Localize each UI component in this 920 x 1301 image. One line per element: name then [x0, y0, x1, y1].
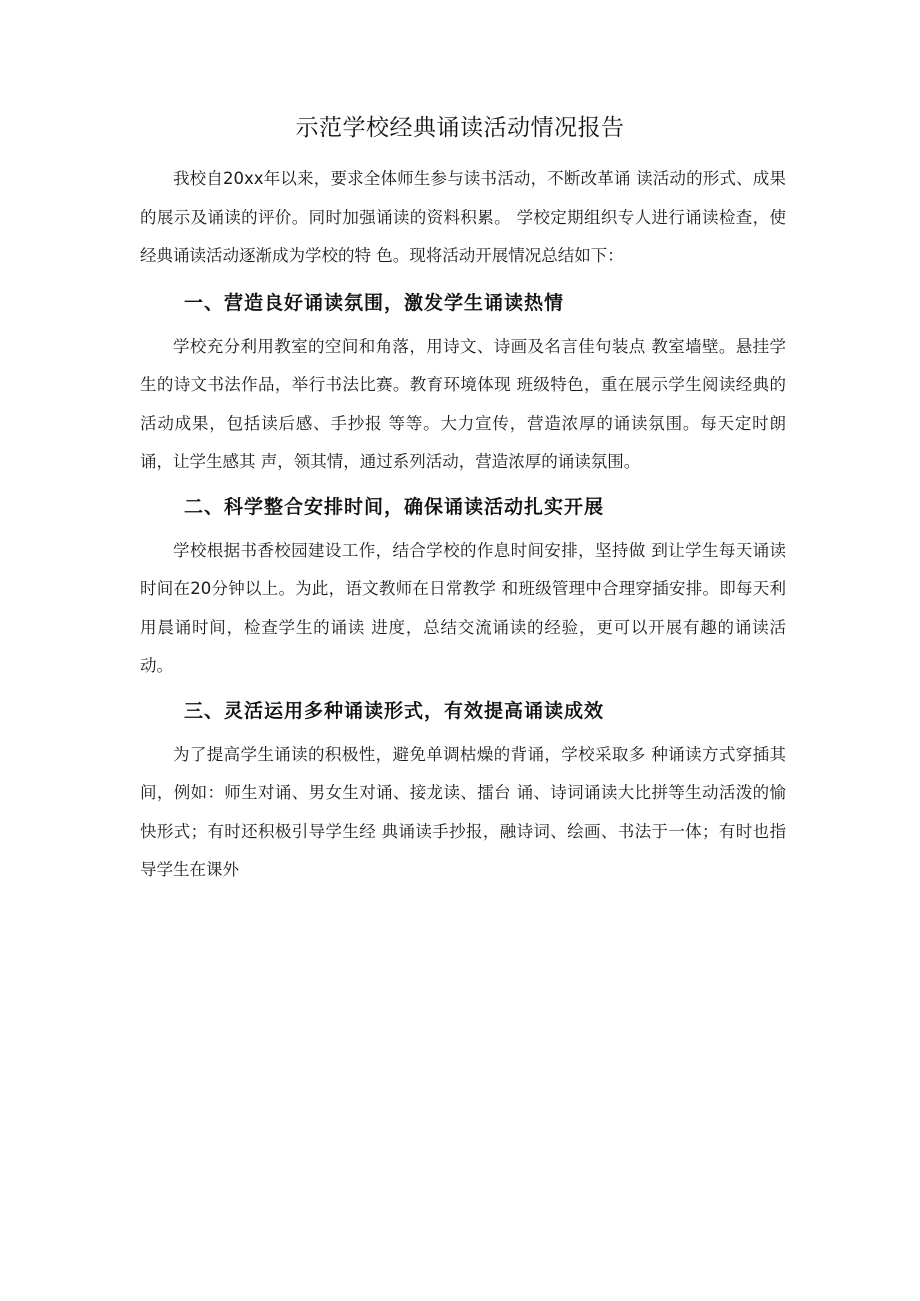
intro-paragraph: 我校自20xx年以来，要求全体师生参与读书活动，不断改革诵 读活动的形式、成果的展示及诵读的评价。同时加强诵读的资料积累。 学校定期组织专人进行诵读检查，使经典诵读活动逐渐成为学校的特 色。现将活动开展情况总结如下：	[140, 169, 786, 265]
section-heading-3: 三、灵活运用多种诵读形式，有效提高诵读成效	[184, 699, 605, 722]
document-body	[140, 160, 786, 890]
section-heading-1: 一、营造良好诵读氛围，激发学生诵读热情	[184, 291, 565, 314]
section-paragraph-2: 学校根据书香校园建设工作，结合学校的作息时间安排，坚持做 到让学生每天诵读时间在20分钟以上。为此，语文教师在日常教学 和班级管理中合理穿插安排。即每天利用晨诵时间，检查学生的诵读 进度，总结交流诵读的经验，更可以开展有趣的诵读活动。	[140, 540, 786, 675]
section-heading-2: 二、科学整合安排时间，确保诵读活动扎实开展	[184, 495, 605, 518]
document-title: 示范学校经典诵读活动情况报告	[295, 115, 625, 141]
section-paragraph-1: 学校充分利用教室的空间和角落，用诗文、诗画及名言佳句装点 教室墙壁。悬挂学生的诗文书法作品，举行书法比赛。教育环境体现 班级特色，重在展示学生阅读经典的活动成果，包括读后感、手抄报 等等。大力宣传，营造浓厚的诵读氛围。每天定时朗诵，让学生感其 声，领其情，通过系列活动，营造浓厚的诵读氛围。	[140, 336, 786, 471]
section-paragraph-3: 为了提高学生诵读的积极性，避免单调枯燥的背诵，学校采取多 种诵读方式穿插其间，例如：师生对诵、男女生对诵、接龙读、擂台 诵、诗词诵读大比拼等生动活泼的愉快形式；有时还积极引导学生经 典诵读手抄报，融诗词、绘画、书法于一体；有时也指导学生在课外	[140, 744, 786, 879]
